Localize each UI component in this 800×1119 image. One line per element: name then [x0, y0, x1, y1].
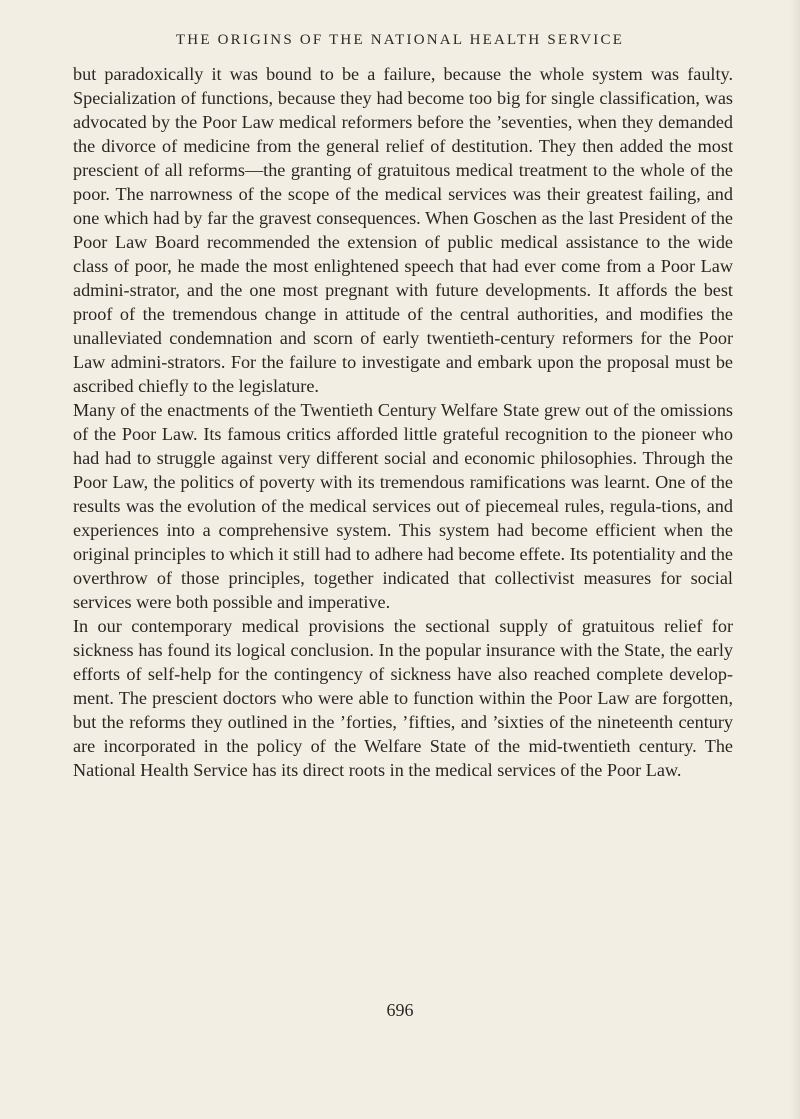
paragraph-3: In our contemporary medical provisions the sectional supply of gratuitous relief for sickness has found its logical conclusion. In the popular insurance with the State, the early efforts of self-help for the contingency of sickness have also reached complete develop-ment. The prescient doctors who were able to function within the Poor Law are forgotten, but the reforms they outlined in the ’forties, ’fifties, and ’sixties of the nineteenth century are incorporated in the policy of the Welfare State of the mid-twentieth century. The National Health Service has its direct roots in the medical services of the Poor Law.	[73, 616, 733, 780]
running-head-title: THE ORIGINS OF THE NATIONAL HEALTH SERVICE	[175, 32, 625, 48]
page-edge-shadow	[790, 0, 800, 1119]
page-number: 696	[386, 1000, 414, 1020]
paragraph-2: Many of the enactments of the Twentieth Century Welfare State grew out of the omissions of the Poor Law. Its famous critics afforded little grateful recognition to the pioneer who had had to struggle against very different social and economic philosophies. Through the Poor Law, the politics of poverty with its tremendous ramifications was learnt. One of the results was the evolution of the medical services out of piecemeal rules, regula-tions, and experiences into a comprehensive system. This system had become efficient when the original principles to which it still had to adhere had become effete. Its potentiality and the overthrow of those principles, together indicated that collectivist measures for social services were both possible and imperative.	[73, 400, 733, 612]
body-text	[73, 62, 733, 782]
paragraph-1: but paradoxically it was bound to be a failure, because the whole system was faulty. Specialization of functions, because they had become too big for single classification, was advocated by the Poor Law medical reformers before the ’seventies, when they demanded the divorce of medicine from the general relief of destitution. They then added the most prescient of all reforms—the granting of gratuitous medical treatment to the whole of the poor. The narrowness of the scope of the medical services was their greatest failing, and one which had by far the gravest consequences. When Goschen as the last President of the Poor Law Board recommended the extension of public medical assistance to the wide class of poor, he made the most enlightened speech that had ever come from a Poor Law admini-strator, and the one most pregnant with future developments. It affords the best proof of the tremendous change in attitude of the central authorities, and modifies the unalleviated condemnation and scorn of early twentieth-century reformers for the Poor Law admini-strators. For the failure to investigate and embark upon the proposal must be ascribed chiefly to the legislature.	[73, 64, 733, 396]
